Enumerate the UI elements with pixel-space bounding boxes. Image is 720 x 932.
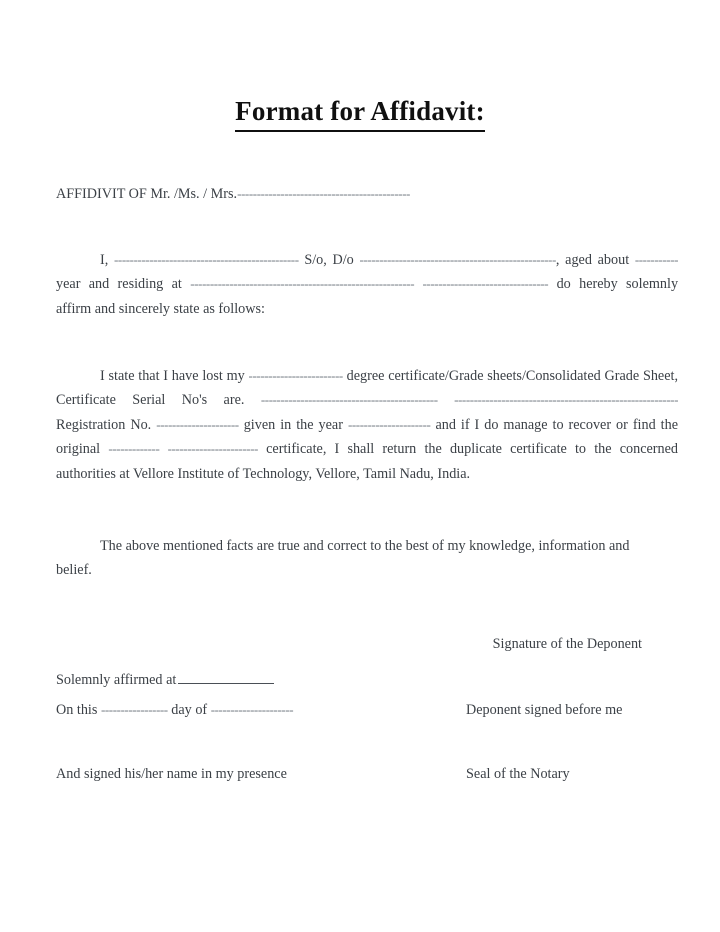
paragraph-truth-statement — [56, 534, 656, 583]
on-this-day-row — [56, 698, 676, 722]
day-of-label: day of — [171, 702, 208, 718]
on-this-day-group — [56, 698, 293, 722]
p2-segment-return: certificate, I shall return the duplicate certificate to the concerned authorities at Vellore Institute of Technology, Vellore, Tamil Nadu, India. — [56, 441, 678, 482]
p1-segment-so-do: S/o, D/o — [304, 252, 354, 268]
p2-segment-recover: and if I do manage to recover or find the original — [56, 416, 679, 458]
signature-of-deponent-row — [56, 632, 676, 656]
signature-of-deponent-label: Signature of the Deponent — [492, 636, 642, 652]
affidavit-of-line — [56, 182, 676, 206]
paragraph-declarant-details — [56, 248, 678, 321]
p2-year-dash-field: --------------------- — [347, 416, 431, 432]
p2-segment-registration-no: Registration No. — [56, 416, 152, 433]
p3-segment-text: The above mentioned facts are true and correct to the best of my knowledge, information and belief. — [56, 538, 630, 579]
affidavit-of-label: AFFIDIVIT OF Mr. /Ms. / Mrs. — [56, 186, 238, 202]
p2-registration-dash-field: --------------------- — [156, 416, 239, 432]
solemnly-affirmed-row — [56, 668, 676, 692]
p2-original-dash-field-2: ----------------------- — [167, 441, 258, 457]
p1-age-dash-field: ----------- — [634, 252, 679, 267]
paragraph-2-text — [56, 364, 678, 486]
solemnly-affirmed-blank-field[interactable] — [178, 673, 274, 684]
on-this-dash-field: ----------------- — [100, 702, 168, 717]
p2-segment-lost: I state that I have lost my — [100, 368, 245, 384]
p2-degree-dash-field: ------------------------ — [248, 368, 343, 383]
solemnly-affirmed-label: Solemnly affirmed at — [56, 672, 177, 688]
paragraph-1-text — [56, 248, 678, 321]
p2-original-dash-field-1: ------------- — [108, 441, 160, 457]
affidavit-of-dash-field: -------------------------------------------- — [237, 186, 410, 201]
deponent-signed-before-me-label: Deponent signed before me — [466, 702, 623, 718]
paragraph-lost-certificate — [56, 364, 678, 486]
p1-segment-aged-about: aged about — [565, 252, 630, 268]
page-title: Format for Affidavit: — [235, 96, 485, 132]
signed-name-in-presence-label: And signed his/her name in my presence — [56, 766, 287, 782]
p2-segment-given-year: given in the year — [243, 416, 343, 433]
on-this-label: On this — [56, 702, 98, 718]
p1-segment-year-residing: year and residing at — [56, 276, 182, 293]
p1-segment-i: I, — [100, 252, 109, 268]
p1-address-dash-field-2: -------------------------------- — [422, 276, 549, 292]
p1-name-dash-field: ----------------------------------------------- — [113, 252, 299, 267]
p1-parent-dash-field: -------------------------------------------------- — [359, 252, 556, 267]
day-of-dash-field: --------------------- — [210, 702, 294, 717]
p1-comma: , — [555, 252, 560, 268]
p2-segment-certificates: degree certificate/Grade sheets/Consolidated Grade Sheet, Certificate Serial No's are. — [56, 368, 679, 409]
p2-serial-dash-field-2: --------------------------------------------------------- — [454, 392, 679, 408]
p1-address-dash-field-1: --------------------------------------------------------- — [190, 276, 415, 292]
notary-presence-row — [56, 762, 676, 786]
page-title-container — [0, 96, 720, 132]
p2-serial-dash-field-1: --------------------------------------------- — [260, 392, 438, 408]
p1-segment-affirm: do hereby solemnly affirm and sincerely state as follows: — [56, 276, 679, 317]
seal-of-notary-label: Seal of the Notary — [466, 766, 570, 782]
paragraph-3-text — [56, 534, 656, 583]
